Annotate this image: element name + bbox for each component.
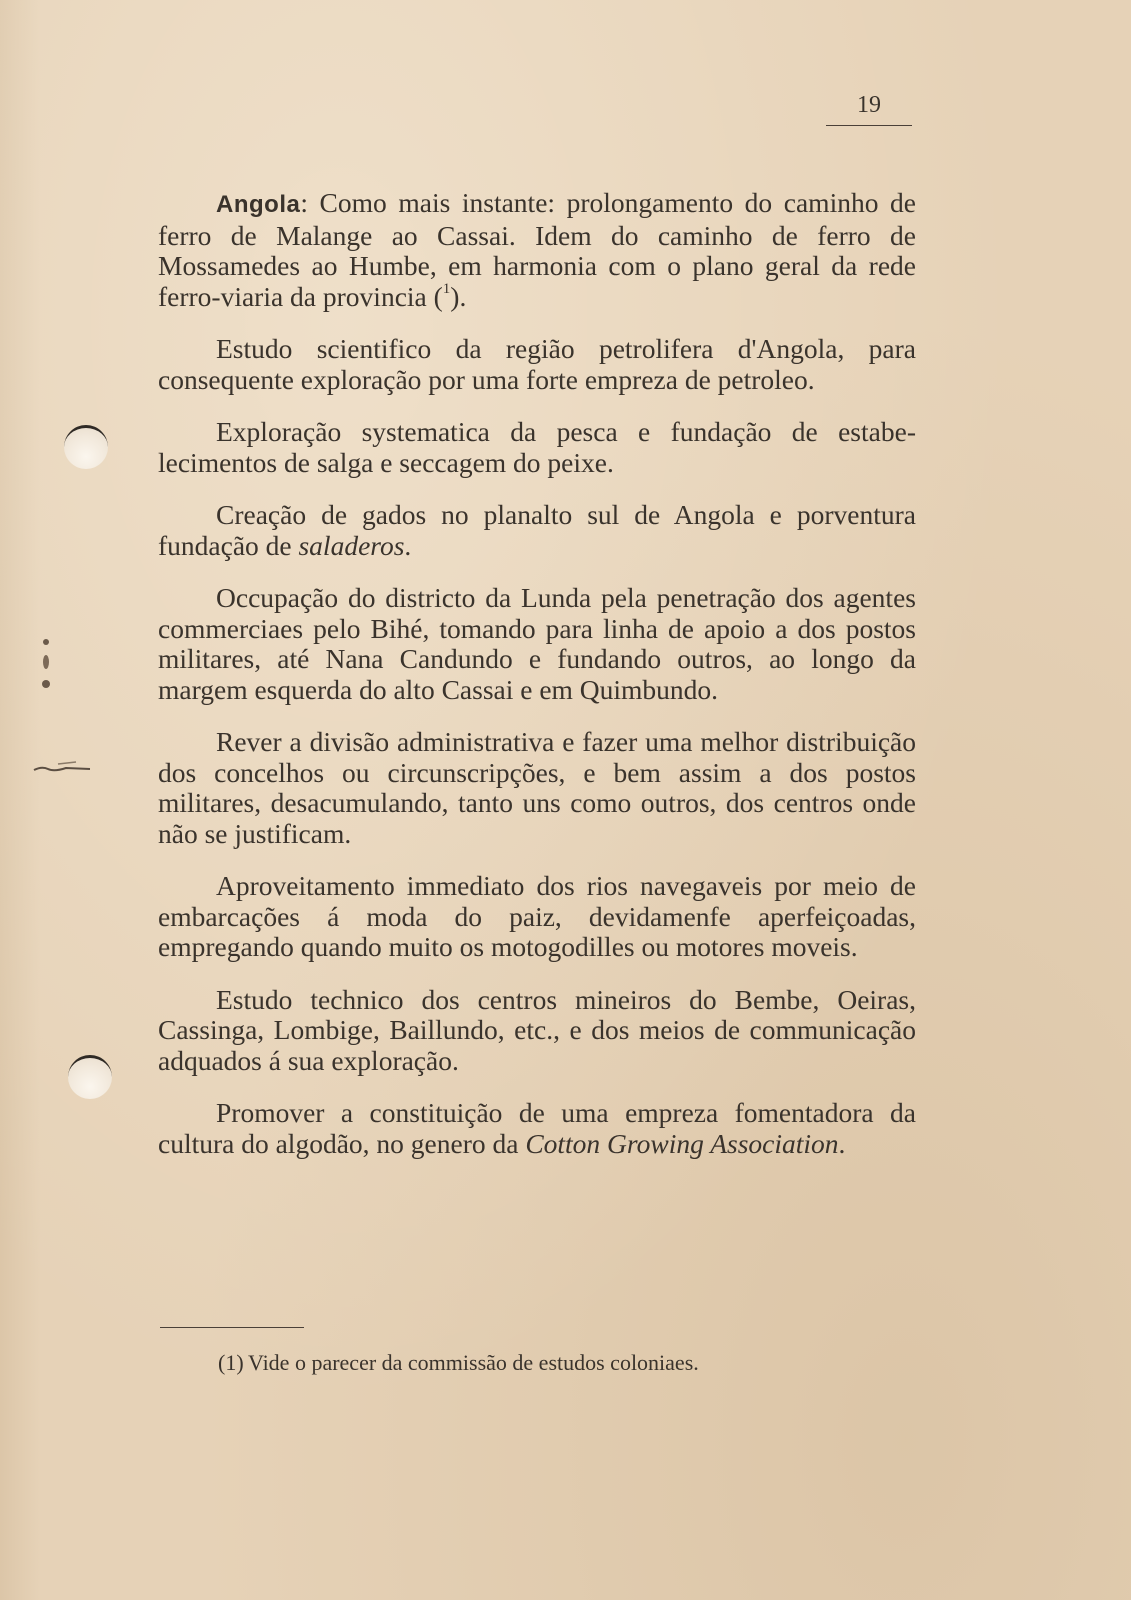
paragraph-angola	[158, 188, 916, 312]
paragraph-lunda: Occupação do districto da Lunda pela penetração dos agentes commerciaes pelo Bihé, tomando para linha de apoio a dos postos militares, até Nana Candundo e fundando outros, ao longo da margem esquerda do alto Cassai e em Quimbundo.	[158, 582, 916, 705]
margin-mark-icon	[36, 636, 56, 696]
paragraph-divisao: Rever a divisão administrativa e fazer uma melhor distribuição dos concelhos ou circunscripções, e bem assim a dos postos militares, desacumulando, tanto uns como outros, dos centros onde não se justificam.	[158, 726, 916, 849]
paragraph-algodao	[158, 1098, 916, 1159]
paragraph-text-end: .	[404, 529, 412, 561]
section-lead-angola: Angola	[216, 191, 301, 218]
paragraph-text: Creação de gados no planalto sul de Angola e porventura fundação de	[158, 499, 916, 561]
footnote	[218, 1350, 928, 1376]
paragraph-mineiros: Estudo technico dos centros mineiros do Bembe, Oeiras, Cassinga, Lombige, Baillundo, etc., e dos meios de communicação adquados á sua exploração.	[158, 983, 916, 1076]
paragraph-gados	[158, 500, 916, 561]
paragraph-petroleo: Estudo scientifico da região petrolifera d'Angola, para consequente exploração por uma forte empreza de petroleo.	[158, 333, 916, 395]
footnote-mark: (1)	[218, 1350, 244, 1375]
paragraph-text-end: .	[838, 1127, 846, 1159]
page-number: 19	[826, 92, 912, 126]
paragraph-pesca: Exploração systematica da pesca e fundação de estabelecimentos de salga e seccagem do peixe.	[158, 416, 916, 478]
paragraph-text-end: ).	[450, 280, 467, 312]
paragraph-text: Promover a constituição de uma empreza fomentadora da cultura do algodão, no genero da	[158, 1097, 916, 1159]
paragraph-text: : Como mais instante: prolongamento do caminho de ferro de Malange ao Cassai. Idem do caminho de ferro de Mossamedes ao Humbe, em harmonia com o plano geral da rede ferro-viaria da provincia (	[158, 187, 916, 312]
paragraph-rios: Aproveitamento immediato dos rios navegaveis por meio de embarcações á moda do paiz, devidamenfe aperfeiçoadas, empregando quando muito os motogodilles ou motores moveis.	[158, 870, 916, 962]
margin-scribble-icon	[32, 756, 94, 776]
footnote-reference: 1	[442, 281, 451, 298]
body-text	[158, 188, 916, 1181]
italic-term-saladeros: saladeros	[298, 529, 405, 561]
footnote-divider	[160, 1327, 304, 1328]
punch-hole-bottom	[68, 1055, 112, 1099]
italic-term-cotton-growing-association: Cotton Growing Association	[525, 1127, 839, 1159]
punch-hole-top	[64, 425, 108, 469]
footnote-text: Vide o parecer da commissão de estudos coloniaes.	[248, 1350, 699, 1375]
